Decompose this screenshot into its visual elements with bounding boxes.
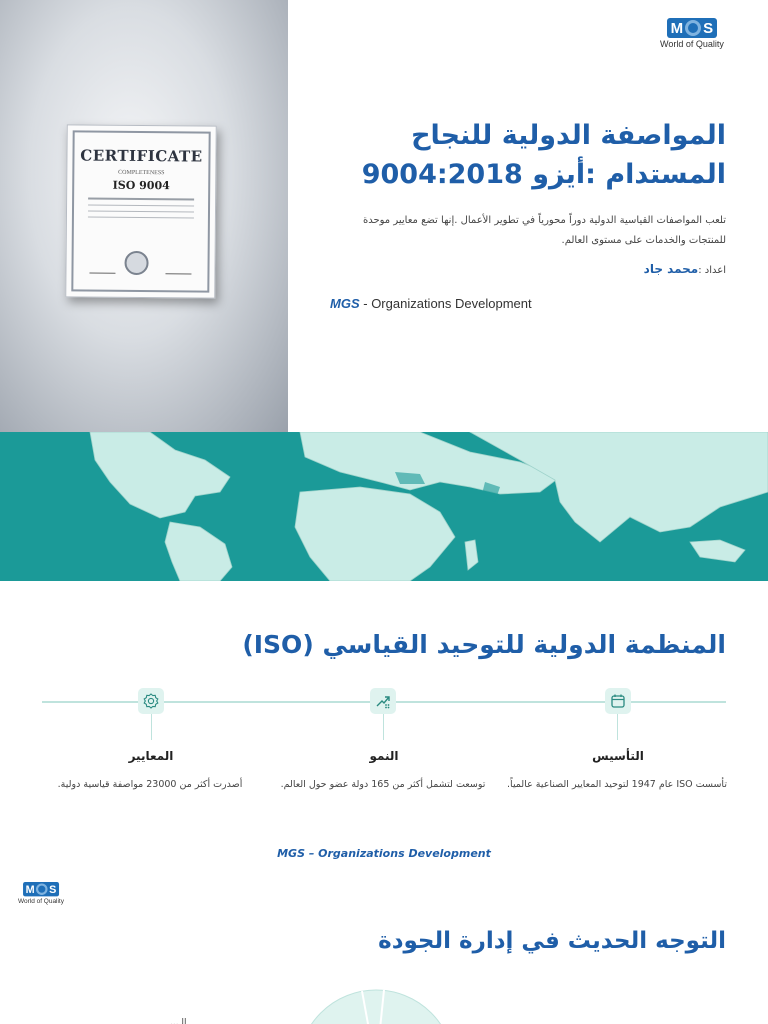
quality-section-title: التوجه الحديث في إدارة الجودة	[378, 928, 726, 954]
logo-ring-icon	[685, 20, 701, 36]
signature-line	[89, 273, 115, 274]
standards-text: أصدرت أكثر من 23000 مواصفة قياسية دولية.	[57, 779, 243, 790]
author-name: محمد جاد	[643, 262, 699, 276]
seal-icon	[124, 251, 148, 275]
founding-text: تأسست ISO عام 1947 لتوحيد المعايير الصناعية عالمياً.	[507, 779, 727, 790]
hero-title: المواصفة الدولية للنجاح المستدام :أيزو 9004:2018	[361, 120, 726, 190]
certificate-image	[65, 124, 217, 298]
mgs-logo: M S World of Quality	[18, 883, 64, 905]
pie-label: الـ...	[170, 1018, 187, 1024]
hero-description: تلعب المواصفات القياسية الدولية دوراً محورياً في تطوير الأعمال .إنها تضع معايير موحدة للمنتجات والخدمات على مستوى العالم.	[362, 215, 726, 246]
quality-pie-diagram	[296, 988, 456, 1024]
certificate-photo	[0, 0, 288, 432]
certificate-standard: ISO 9004	[112, 178, 170, 193]
founding-heading: التأسيس	[592, 749, 644, 763]
signature-line	[165, 273, 191, 274]
mgs-logo: M S World of Quality	[660, 19, 724, 49]
organization-line: MGS - Organizations Development	[330, 296, 532, 311]
growth-chart-icon	[370, 688, 396, 714]
world-map-banner	[0, 432, 768, 581]
growth-text: توسعت لتشمل أكثر من 165 دولة عضو حول العالم.	[280, 779, 486, 790]
section-footer: MGS – Organizations Development	[277, 847, 491, 860]
world-map-icon	[0, 432, 768, 581]
hero-slide	[0, 0, 768, 432]
certificate-title: CERTIFICATE	[80, 146, 203, 166]
badge-icon	[138, 688, 164, 714]
certificate-subtitle: COMPLETENESS	[118, 169, 165, 177]
calendar-icon	[605, 688, 631, 714]
brand-name: MGS	[330, 296, 360, 311]
iso-section-title: المنظمة الدولية للتوحيد القياسي (ISO)	[242, 630, 726, 659]
logo-ring-icon	[36, 883, 48, 895]
standards-heading: المعايير	[128, 749, 174, 763]
growth-heading: النمو	[369, 749, 399, 763]
author-line: اعداد :محمد جاد	[643, 262, 726, 276]
